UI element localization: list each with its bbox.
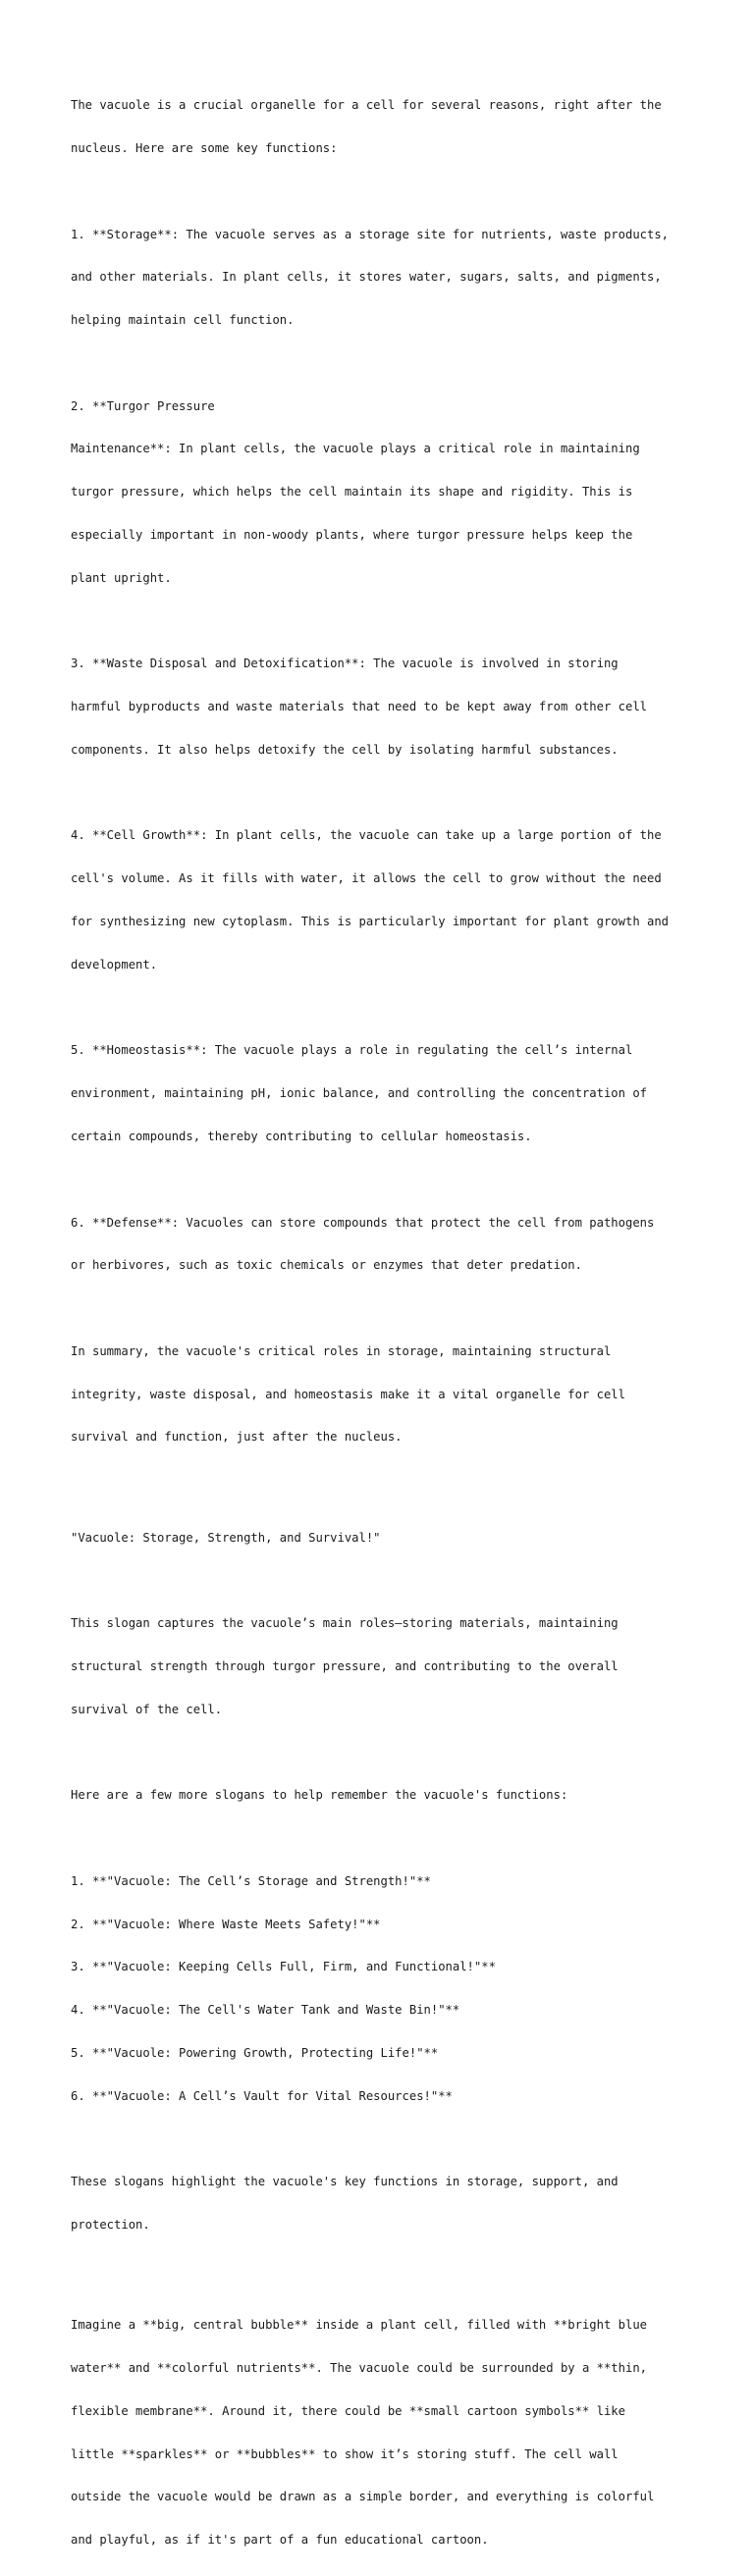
- list-item: 6. **"Vacuole: A Cell’s Vault for Vital Resources!"**: [71, 2088, 453, 2103]
- slogans-closing: [71, 2146, 689, 2261]
- document-page: [71, 70, 689, 2576]
- intro-paragraph: [71, 70, 689, 184]
- text-line: little **sparkles** or **bubbles** to show it’s storing stuff. The cell wall: [71, 2446, 619, 2461]
- text-line: helping maintain cell function.: [71, 313, 295, 328]
- text-line: Maintenance**: In plant cells, the vacuole plays a critical role in maintaining: [71, 442, 640, 456]
- text-line: 6. **Defense**: Vacuoles can store compounds that protect the cell from pathogens: [71, 1215, 655, 1230]
- summary-paragraph: [71, 1316, 689, 1474]
- text-line: certain compounds, thereby contributing to cellular homeostasis.: [71, 1129, 532, 1143]
- text-line: flexible membrane**. Around it, there could be **small cartoon symbols** like: [71, 2403, 625, 2418]
- function-item-waste-disposal: [71, 628, 689, 786]
- text-line: survival and function, just after the nucleus.: [71, 1430, 403, 1445]
- text-line: 4. **Cell Growth**: In plant cells, the vacuole can take up a large portion of the: [71, 828, 662, 843]
- text-line: Imagine a **big, central bubble** inside a plant cell, filled with **bright blue: [71, 2318, 647, 2333]
- text-line: The vacuole is a crucial organelle for a cell for several reasons, right after the: [71, 98, 662, 113]
- function-item-storage: [71, 198, 689, 356]
- text-line: 1. **Storage**: The vacuole serves as a storage site for nutrients, waste products,: [71, 227, 670, 241]
- text-line: This slogan captures the vacuole’s main roles—storing materials, maintaining: [71, 1616, 619, 1631]
- list-item: 1. **"Vacuole: The Cell’s Storage and Strength!"**: [71, 1873, 431, 1888]
- text-line: environment, maintaining pH, ionic balance, and controlling the concentration of: [71, 1086, 647, 1101]
- text-line: In summary, the vacuole's critical roles in storage, maintaining structural: [71, 1343, 612, 1358]
- text-line: turgor pressure, which helps the cell maintain its shape and rigidity. This is: [71, 485, 633, 499]
- slogan-line: [71, 1501, 689, 1573]
- text-line: integrity, waste disposal, and homeostasis make it a vital organelle for cell: [71, 1387, 625, 1401]
- more-slogans-intro: [71, 1760, 689, 1831]
- imagine-paragraph: [71, 2289, 689, 2576]
- text-line: cell's volume. As it fills with water, it allows the cell to grow without the need: [71, 871, 662, 886]
- text-line: Here are a few more slogans to help remember the vacuole's functions:: [71, 1788, 568, 1803]
- text-line: especially important in non-woody plants, where turgor pressure helps keep the: [71, 528, 633, 542]
- text-line: harmful byproducts and waste materials that need to be kept away from other cell: [71, 700, 647, 714]
- text-line: water** and **colorful nutrients**. The vacuole could be surrounded by a **thin,: [71, 2361, 647, 2375]
- list-item: 4. **"Vacuole: The Cell's Water Tank and Waste Bin!"**: [71, 2003, 460, 2018]
- function-item-cell-growth: [71, 800, 689, 1000]
- text-line: These slogans highlight the vacuole's key functions in storage, support, and: [71, 2175, 619, 2189]
- list-item: 3. **"Vacuole: Keeping Cells Full, Firm, and Functional!"**: [71, 1960, 496, 1974]
- list-item: 5. **"Vacuole: Powering Growth, Protecting Life!"**: [71, 2045, 439, 2060]
- text-line: and other materials. In plant cells, it stores water, sugars, salts, and pigments,: [71, 270, 662, 285]
- text-line: and playful, as if it's part of a fun educational cartoon.: [71, 2533, 489, 2548]
- text-line: 2. **Turgor Pressure: [71, 398, 215, 413]
- function-item-defense: [71, 1186, 689, 1301]
- list-item: 2. **"Vacuole: Where Waste Meets Safety!"**: [71, 1917, 381, 1931]
- text-line: nucleus. Here are some key functions:: [71, 140, 338, 155]
- text-line: 5. **Homeostasis**: The vacuole plays a role in regulating the cell’s internal: [71, 1043, 633, 1058]
- text-line: "Vacuole: Storage, Strength, and Survival!": [71, 1530, 381, 1545]
- text-line: outside the vacuole would be drawn as a simple border, and everything is colorful: [71, 2490, 655, 2504]
- text-line: 3. **Waste Disposal and Detoxification**: The vacuole is involved in storing: [71, 657, 619, 671]
- function-item-homeostasis: [71, 1015, 689, 1173]
- text-line: structural strength through turgor pressure, and contributing to the overall: [71, 1658, 619, 1673]
- slogan-explanation: [71, 1588, 689, 1746]
- text-line: plant upright.: [71, 570, 172, 585]
- text-line: or herbivores, such as toxic chemicals or enzymes that deter predation.: [71, 1258, 582, 1273]
- text-line: protection.: [71, 2218, 150, 2233]
- text-line: development.: [71, 957, 158, 972]
- text-line: for synthesizing new cytoplasm. This is particularly important for plant growth and: [71, 915, 670, 929]
- function-item-turgor-pressure: [71, 370, 689, 613]
- text-line: survival of the cell.: [71, 1702, 223, 1716]
- slogan-list: [71, 1846, 689, 2132]
- text-line: components. It also helps detoxify the cell by isolating harmful substances.: [71, 742, 619, 757]
